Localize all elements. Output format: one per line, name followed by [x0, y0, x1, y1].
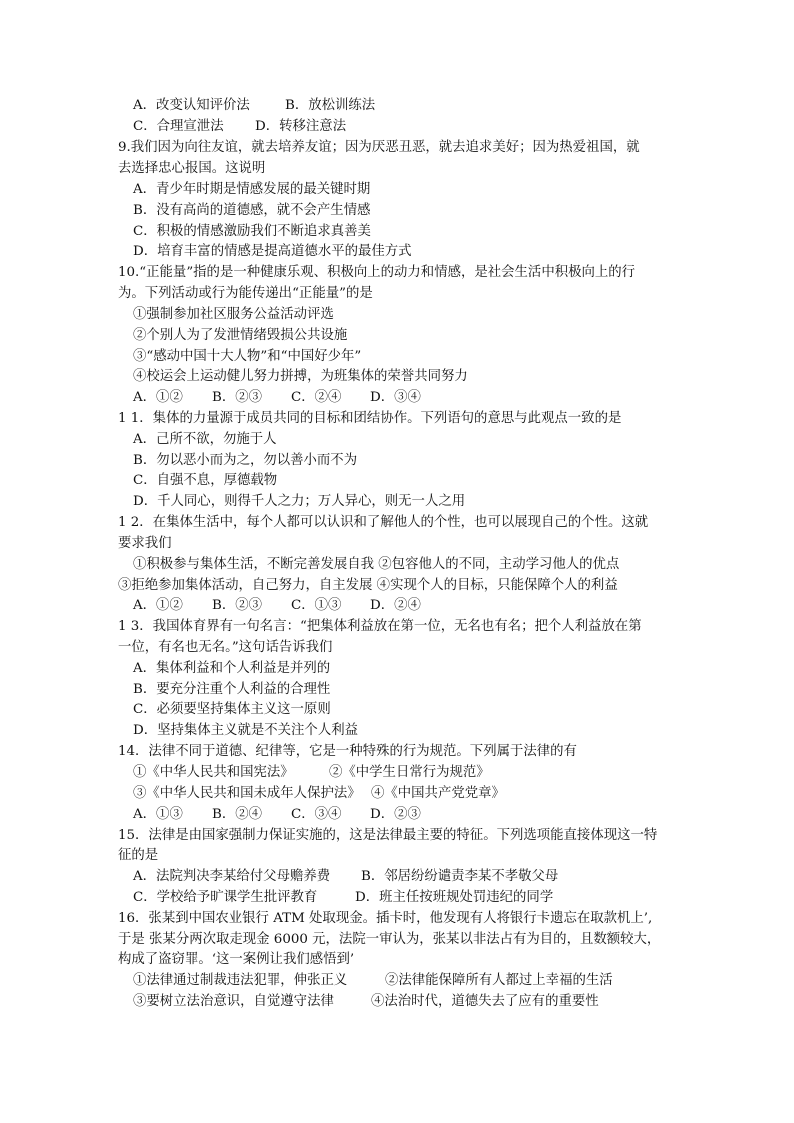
q10-item-2: ②个别人为了发泄情绪毁损公共设施: [133, 328, 348, 343]
q14-option-b: B．②④: [212, 807, 263, 822]
q16-items-row-2: [133, 992, 599, 1012]
q15-options-row-2: [133, 888, 553, 908]
q15-option-b: B．邻居纷纷谴责李某不孝敬父母: [361, 869, 559, 884]
q14-option-c: C．③④: [291, 807, 342, 822]
q13-stem-line-1: 1 3．我国体育界有一句名言：“把集体利益放在第一位，无名也有名；把个人利益放在第: [118, 619, 642, 634]
q14-item-3: ③《中华人民共和国未成年人保护法》: [133, 786, 361, 801]
q9-option-d: D．培育丰富的情感是提高道德水平的最佳方式: [133, 244, 412, 259]
q10-item-4: ④校运会上运动健儿努力拼搏，为班集体的荣誉共同努力: [133, 369, 468, 384]
q14-options-row: [133, 805, 421, 825]
q16-item-3: ③要树立法治意识，自觉遵守法律: [133, 994, 334, 1009]
q16-item-4: ④法治时代，道德失去了应有的重要性: [371, 994, 599, 1009]
q15-stem-line-2: 征的是: [118, 848, 159, 863]
q14-items-row-2: [133, 784, 505, 804]
q16-stem-line-1: 16．张某到中国农业银行 ATM 处取现金。插卡时，他发现有人将银行卡遗忘在取款机上’,: [118, 911, 653, 926]
q10-options-row: [133, 388, 421, 408]
q12-items-row-2: ③拒绝参加集体活动，自己努力，自主发展 ④实现个人的目标，只能保障个人的利益: [118, 578, 618, 593]
q15-option-c: C．学校给予旷课学生批评教育: [133, 890, 318, 905]
q9-option-c: C．积极的情感激励我们不断追求真善美: [133, 224, 371, 239]
q12-option-c: C．①③: [291, 598, 342, 613]
q13-option-a: A．集体利益和个人利益是并列的: [133, 661, 331, 676]
q15-option-d: D．班主任按班规处罚违纪的同学: [355, 890, 554, 905]
q12-stem-line-1: 1 2．在集体生活中，每个人都可以认识和了解他人的个性，也可以展现自己的个性。这就: [118, 515, 649, 530]
q11-option-b: B．勿以恶小而为之，勿以善小而不为: [133, 453, 358, 468]
q14-item-2: ②《中学生日常行为规范》: [329, 765, 490, 780]
q8-option-c: C．合理宣泄法: [133, 119, 224, 134]
q15-options-row-1: [133, 867, 558, 887]
q9-stem-line-2: 去选择忠心报国。这说明: [118, 161, 266, 176]
q11-option-d: D．千人同心，则得千人之力；万人异心，则无一人之用: [133, 494, 466, 509]
q12-option-d: D．②④: [370, 598, 421, 613]
q11-stem: 1 1．集体的力量源于成员共同的目标和团结协作。下列语句的意思与此观点一致的是: [118, 411, 622, 426]
q14-items-row-1: [133, 763, 490, 783]
q14-item-1: ①《中华人民共和国宪法》: [133, 765, 294, 780]
q13-option-c: C．必须要坚持集体主义这一原则: [133, 702, 331, 717]
q12-stem-line-2: 要求我们: [118, 536, 172, 551]
q9-option-b: B．没有高尚的道德感，就不会产生情感: [133, 203, 371, 218]
q10-stem-line-2: 为。下列活动或行为能传递出“正能量”的是: [118, 286, 373, 301]
q16-stem-line-3: 构成了盗窃罪。‘这一案例让我们感悟到’: [118, 952, 355, 967]
q14-item-4: ④《中国共产党党章》: [371, 786, 505, 801]
q10-item-3: ③“感动中国十大人物”和“中国好少年”: [133, 349, 362, 364]
q16-stem-line-2: 于是 张某分两次取走现金 6000 元，法院一审认为，张某以非法占有为目的，且数额较大，: [118, 932, 661, 947]
q12-items-row-1: ①积极参与集体生活，不断完善发展自我 ②包容他人的不同，主动学习他人的优点: [133, 557, 620, 572]
q9-option-a: A．青少年时期是情感发展的最关键时期: [133, 182, 371, 197]
q13-option-b: B．要充分注重个人利益的合理性: [133, 682, 331, 697]
q13-option-d: D．坚持集体主义就是不关注个人利益: [133, 723, 358, 738]
q16-item-2: ②法律能保障所有人都过上幸福的生活: [385, 973, 613, 988]
q11-option-c: C．自强不息，厚德载物: [133, 473, 278, 488]
q10-option-a: A．①②: [133, 390, 183, 405]
q12-options-row: [133, 596, 421, 616]
q10-stem-line-1: 10.“正能量”指的是一种健康乐观、积极向上的动力和情感，是社会生活中积极向上的行: [118, 265, 636, 280]
q8-option-b: B．放松训练法: [285, 98, 376, 113]
q8-options-row-1: [133, 96, 375, 116]
q10-item-1: ①强制参加社区服务公益活动评选: [133, 307, 334, 322]
q16-items-row-1: [133, 971, 613, 991]
q13-stem-line-2: 一位，有名也无名。”这句话告诉我们: [118, 640, 333, 655]
q8-options-row-2: [133, 117, 346, 137]
q12-option-b: B．②③: [212, 598, 263, 613]
q14-stem: 14．法律不同于道德、纪律等，它是一种特殊的行为规范。下列属于法律的有: [118, 744, 577, 759]
q11-option-a: A．己所不欲，勿施于人: [133, 432, 277, 447]
q14-option-d: D．②③: [370, 807, 421, 822]
q10-option-c: C．②④: [291, 390, 342, 405]
q14-option-a: A．①③: [133, 807, 183, 822]
q15-stem-line-1: 15．法律是由国家强制力保证实施的，这是法律最主要的特征。下列选项能直接体现这一特: [118, 828, 658, 843]
q16-item-1: ①法律通过制裁违法犯罪，伸张正义: [133, 973, 348, 988]
q9-stem-line-1: 9.我们因为向往友谊，就去培养友谊；因为厌恶丑恶，就去追求美好；因为热爱祖国，就: [118, 140, 640, 155]
q10-option-d: D．③④: [370, 390, 421, 405]
q10-option-b: B．②③: [212, 390, 263, 405]
q12-option-a: A．①②: [133, 598, 183, 613]
q15-option-a: A．法院判决李某给付父母赡养费: [133, 869, 331, 884]
q8-option-d: D．转移注意法: [255, 119, 347, 134]
q8-option-a: A．改变认知评价法: [133, 98, 250, 113]
